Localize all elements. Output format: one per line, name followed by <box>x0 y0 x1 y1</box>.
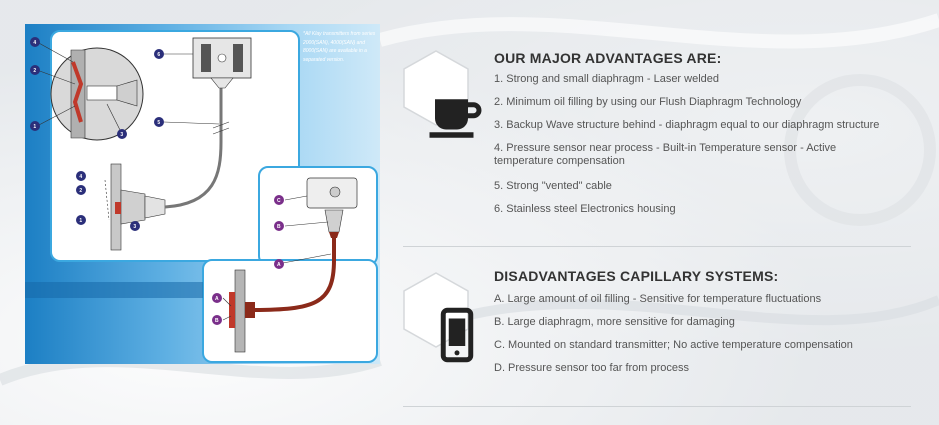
svg-text:4: 4 <box>33 40 37 46</box>
callout-5 <box>154 117 164 127</box>
transmitter-series-note: *All Klay transmitters from series 2000(SAN), 4000(SAN) and 8000(SAN) are available in a separated version. <box>303 31 376 63</box>
advantage-item-6: 6. Stainless steel Electronics housing <box>494 203 676 215</box>
callout-c <box>274 195 284 205</box>
svg-text:A: A <box>277 262 281 268</box>
callout-2-top <box>30 65 40 75</box>
svg-text:2: 2 <box>33 68 37 74</box>
advantage-item-4: 4. Pressure sensor near process - Built-in Temperature sensor - Active temperature compensation <box>494 142 837 167</box>
advantage-item-1: 1. Strong and small diaphragm - Laser welded <box>494 73 720 85</box>
disadvantage-item-c: C. Mounted on standard transmitter; No active temperature compensation <box>494 339 853 351</box>
advantage-item-3: 3. Backup Wave structure behind - diaphragm equal to our diaphragm structure <box>494 119 880 131</box>
svg-text:B: B <box>215 318 219 324</box>
advantages-section <box>403 30 911 247</box>
svg-text:2: 2 <box>79 188 83 194</box>
callout-6 <box>154 49 164 59</box>
callout-1-mid <box>76 215 86 225</box>
callout-3-mid <box>130 221 140 231</box>
mobile-phone-icon <box>424 297 490 373</box>
advantage-item-5: 5. Strong "vented" cable <box>494 180 612 192</box>
svg-text:6: 6 <box>157 52 161 58</box>
disadvantages-heading: DISADVANTAGES CAPILLARY SYSTEMS: <box>494 268 779 284</box>
svg-text:1: 1 <box>79 218 83 224</box>
advantages-hexagon <box>403 50 469 126</box>
callout-4-mid <box>76 171 86 181</box>
svg-text:3: 3 <box>133 224 137 230</box>
svg-text:1: 1 <box>33 124 37 130</box>
callout-b-bottom <box>212 315 222 325</box>
svg-text:3: 3 <box>120 132 124 138</box>
diagram-drawing <box>25 24 380 364</box>
disadvantage-item-a: A. Large amount of oil filling - Sensitive for temperature fluctuations <box>494 293 822 305</box>
capillary-system-diagram <box>25 24 380 364</box>
callout-b-mid <box>274 221 284 231</box>
callout-3-top <box>117 129 127 139</box>
callout-1-top <box>30 121 40 131</box>
coffee-cup-icon <box>424 75 490 151</box>
disadvantage-item-d: D. Pressure sensor too far from process <box>494 362 690 374</box>
callout-2-mid <box>76 185 86 195</box>
svg-text:5: 5 <box>157 120 161 126</box>
disadvantages-section <box>403 258 911 407</box>
callout-a-mid <box>274 259 284 269</box>
disadvantage-item-b: B. Large diaphragm, more sensitive for damaging <box>494 316 735 328</box>
svg-text:B: B <box>277 224 281 230</box>
svg-text:A: A <box>215 296 219 302</box>
svg-text:C: C <box>277 198 281 204</box>
advantages-heading: OUR MAJOR ADVANTAGES ARE: <box>494 50 722 66</box>
svg-text:4: 4 <box>79 174 83 180</box>
callout-a-bottom <box>212 293 222 303</box>
disadvantages-hexagon <box>403 272 469 348</box>
advantage-item-2: 2. Minimum oil filling by using our Flush Diaphragm Technology <box>494 96 802 108</box>
callout-4-top <box>30 37 40 47</box>
